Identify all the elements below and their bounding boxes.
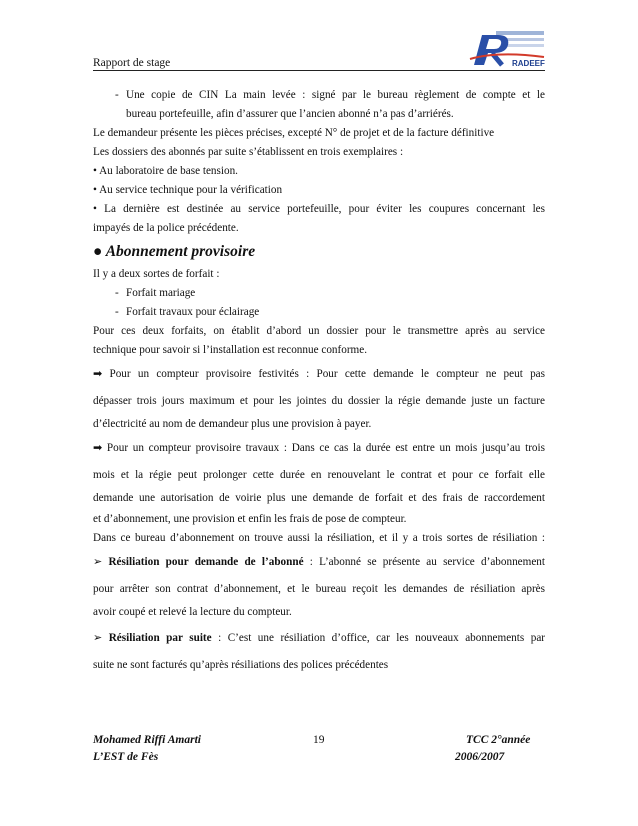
paragraph: demande une autorisation de voirie plus une demande de forfait et des frais de raccordement (93, 492, 545, 504)
chevron-right-icon: ➢ (93, 555, 103, 568)
paragraph: Il y a deux sortes de forfait : (93, 268, 220, 280)
paragraph: d’électricité au nom de demandeur plus une provision à payer. (93, 418, 372, 430)
paragraph: Le demandeur présente les pièces précises, excepté N° de projet et de la facture définitive (93, 127, 495, 139)
svg-text:RADEEF: RADEEF (512, 59, 545, 68)
paragraph: dépasser trois jours maximum et pour les jointes du dossier la régie demande juste un facture (93, 395, 545, 407)
paragraph: mois et la régie peut prolonger cette durée en renouvelant le contrat et pour ce forfait elle (93, 469, 545, 481)
paragraph: et d’abonnement, une provision et enfin les frais de pose de compteur. (93, 513, 407, 525)
bullet-item: • Au laboratoire de base tension. (93, 165, 238, 177)
paragraph: ➢ Résiliation pour demande de l’abonné : L’abonné se présente au service d’abonnement (93, 555, 545, 568)
header-title: Rapport de stage (93, 57, 171, 69)
paragraph: Les dossiers des abonnés par suite s’établissent en trois exemplaires : (93, 146, 404, 158)
paragraph: Dans ce bureau d’abonnement on trouve aussi la résiliation, et il y a trois sortes de résiliation : (93, 532, 545, 544)
list-item: - Forfait mariage (115, 287, 196, 299)
section-heading: ● Abonnement provisoire (93, 243, 256, 260)
arrow-right-icon: ➡ (93, 441, 103, 454)
arrow-right-icon: ➡ (93, 367, 103, 380)
bullet-item-continued: impayés de la police précédente. (93, 222, 239, 234)
paragraph: ➡ Pour un compteur provisoire festivités : Pour cette demande le compteur ne peut pas (93, 367, 545, 380)
footer-school: L’EST de Fès (93, 751, 159, 763)
bullet-item: • Au service technique pour la vérification (93, 184, 283, 196)
chevron-right-icon: ➢ (93, 631, 103, 644)
paragraph: ➡ Pour un compteur provisoire travaux : Dans ce cas la durée est entre un mois jusqu’au trois (93, 441, 545, 454)
paragraph: avoir coupé et relevé la lecture du compteur. (93, 606, 292, 618)
paragraph: pour arrêter son contrat d’abonnement, et le bureau reçoit les demandes de résiliation après (93, 583, 545, 595)
bullet-dot-icon: ● (93, 243, 103, 260)
footer-class: TCC 2°année (466, 734, 531, 746)
paragraph: ➢ Résiliation par suite : C’est une résiliation d’office, car les nouveaux abonnements par (93, 631, 546, 644)
paragraph: technique pour savoir si l’installation est reconnue conforme. (93, 344, 368, 356)
list-item: - Une copie de CIN La main levée : signé par le bureau règlement de compte et le bureau portefeuille, afin d’assurer que l’ancien abonné n’a pas d’arriérés. (115, 89, 545, 120)
bullet-item: • La dernière est destinée au service portefeuille, pour éviter les coupures concernant les (93, 203, 545, 215)
page-number: 19 (313, 734, 325, 746)
list-item: - Forfait travaux pour éclairage (115, 306, 260, 318)
radeef-logo (468, 29, 546, 69)
paragraph: Pour ces deux forfaits, on établit d’abord un dossier pour le transmettre après au service (93, 325, 545, 337)
footer-author: Mohamed Riffi Amarti (93, 734, 201, 746)
header-rule (93, 70, 545, 71)
footer-year: 2006/2007 (455, 751, 505, 763)
body-text (93, 86, 545, 677)
paragraph: suite ne sont facturés qu’après résiliations des polices précédentes (93, 659, 389, 671)
